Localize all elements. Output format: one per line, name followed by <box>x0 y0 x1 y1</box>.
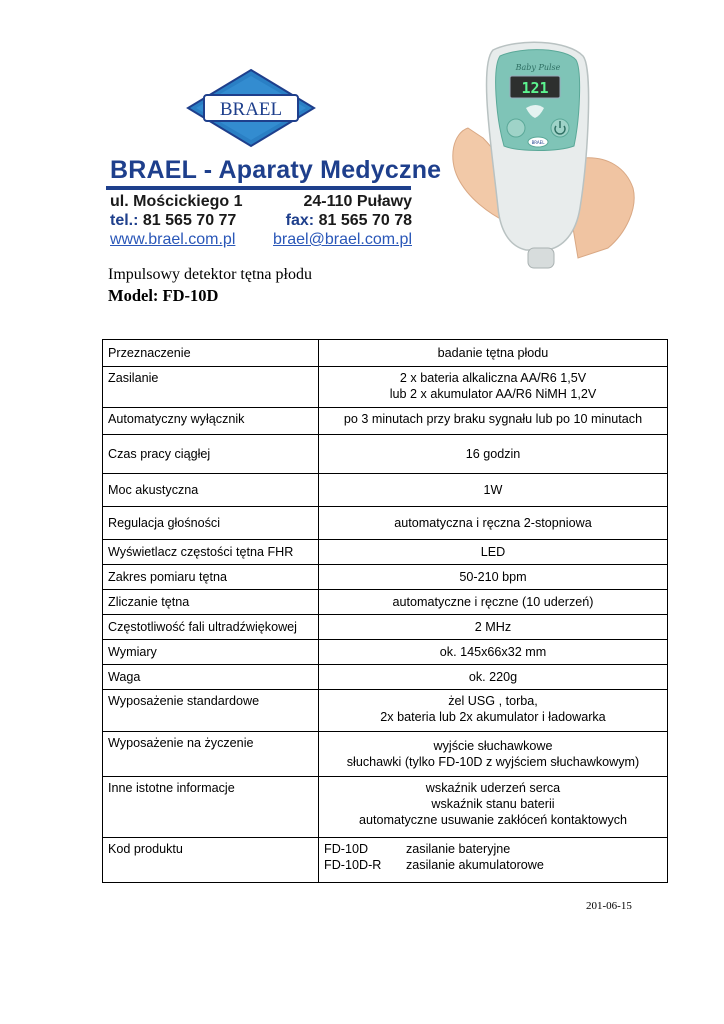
spec-table <box>102 339 668 883</box>
spec-value: automatyczne i ręczne (10 uderzeń) <box>319 590 668 615</box>
spec-label: Zakres pomiaru tętna <box>103 565 319 590</box>
device-brand-script: Baby Pulse <box>515 63 561 72</box>
table-row <box>103 777 668 838</box>
spec-value: LED <box>319 540 668 565</box>
table-row <box>103 408 668 435</box>
spec-value: 2 MHz <box>319 615 668 640</box>
spec-label: Wyświetlacz częstości tętna FHR <box>103 540 319 565</box>
table-row <box>103 540 668 565</box>
spec-label: Regulacja głośności <box>103 507 319 540</box>
table-row <box>103 665 668 690</box>
address-row <box>110 193 412 211</box>
spec-label: Inne istotne informacje <box>103 777 319 838</box>
website-link[interactable]: www.brael.com.pl <box>110 231 236 248</box>
table-row <box>103 640 668 665</box>
document-subtitle: Impulsowy detektor tętna płodu <box>108 266 312 283</box>
spec-label: Zliczanie tętna <box>103 590 319 615</box>
table-row <box>103 507 668 540</box>
table-row <box>103 435 668 474</box>
title-divider <box>106 186 411 190</box>
volume-button-icon <box>507 119 525 137</box>
email-link[interactable]: brael@brael.com.pl <box>273 231 412 248</box>
company-name: BRAEL - Aparaty Medyczne <box>110 156 442 184</box>
product-code-row: FD-10D-R zasilanie akumulatorowe <box>324 858 544 872</box>
spec-label: Wyposażenie na życzenie <box>103 732 319 777</box>
spec-value: 2 x bateria alkaliczna AA/R6 1,5V lub 2 x akumulator AA/R6 NiMH 1,2V <box>319 367 668 408</box>
table-row <box>103 367 668 408</box>
city-address: 24-110 Puławy <box>303 193 412 210</box>
spec-value: automatyczna i ręczna 2-stopniowa <box>319 507 668 540</box>
spec-value: wskaźnik uderzeń serca wskaźnik stanu baterii automatyczne usuwanie zakłóceń kontaktowych <box>319 777 668 838</box>
led-display-value: 121 <box>521 79 549 97</box>
document-date: 201-06-15 <box>586 900 632 912</box>
product-codes <box>319 838 668 883</box>
spec-label: Wyposażenie standardowe <box>103 690 319 732</box>
phone-row <box>110 212 412 230</box>
spec-label: Automatyczny wyłącznik <box>103 408 319 435</box>
spec-label: Waga <box>103 665 319 690</box>
company-logo <box>106 68 442 253</box>
table-row <box>103 340 668 367</box>
table-row <box>103 732 668 777</box>
links-row <box>110 231 412 249</box>
table-row <box>103 565 668 590</box>
table-row <box>103 690 668 732</box>
probe-tip <box>528 248 554 268</box>
spec-value: 50-210 bpm <box>319 565 668 590</box>
spec-label: Wymiary <box>103 640 319 665</box>
spec-label: Częstotliwość fali ultradźwiękowej <box>103 615 319 640</box>
svg-text:BRAEL: BRAEL <box>531 140 545 145</box>
table-row <box>103 474 668 507</box>
fax: fax: 81 565 70 78 <box>285 212 412 229</box>
spec-value: żel USG , torba, 2x bateria lub 2x akumulator i ładowarka <box>319 690 668 732</box>
table-row <box>103 615 668 640</box>
spec-label: Czas pracy ciągłej <box>103 435 319 474</box>
street-address: ul. Mościckiego 1 <box>110 193 243 210</box>
spec-label: Kod produktu <box>103 838 319 883</box>
spec-label: Zasilanie <box>103 367 319 408</box>
table-row <box>103 590 668 615</box>
spec-value: wyjście słuchawkowe słuchawki (tylko FD-10D z wyjściem słuchawkowym) <box>319 732 668 777</box>
svg-text:BRAEL: BRAEL <box>219 99 283 120</box>
spec-value: ok. 220g <box>319 665 668 690</box>
phone: tel.: 81 565 70 77 <box>110 212 237 229</box>
spec-value: 1W <box>319 474 668 507</box>
brael-diamond-logo <box>186 68 316 148</box>
spec-value: po 3 minutach przy braku sygnału lub po 10 minutach <box>319 408 668 435</box>
spec-value: badanie tętna płodu <box>319 340 668 367</box>
device-photo <box>448 38 638 278</box>
model-title: Model: FD-10D <box>108 286 219 305</box>
spec-label: Moc akustyczna <box>103 474 319 507</box>
table-row <box>103 838 668 883</box>
spec-label: Przeznaczenie <box>103 340 319 367</box>
product-code-row: FD-10D zasilanie bateryjne <box>324 842 511 856</box>
spec-value: ok. 145x66x32 mm <box>319 640 668 665</box>
spec-value: 16 godzin <box>319 435 668 474</box>
